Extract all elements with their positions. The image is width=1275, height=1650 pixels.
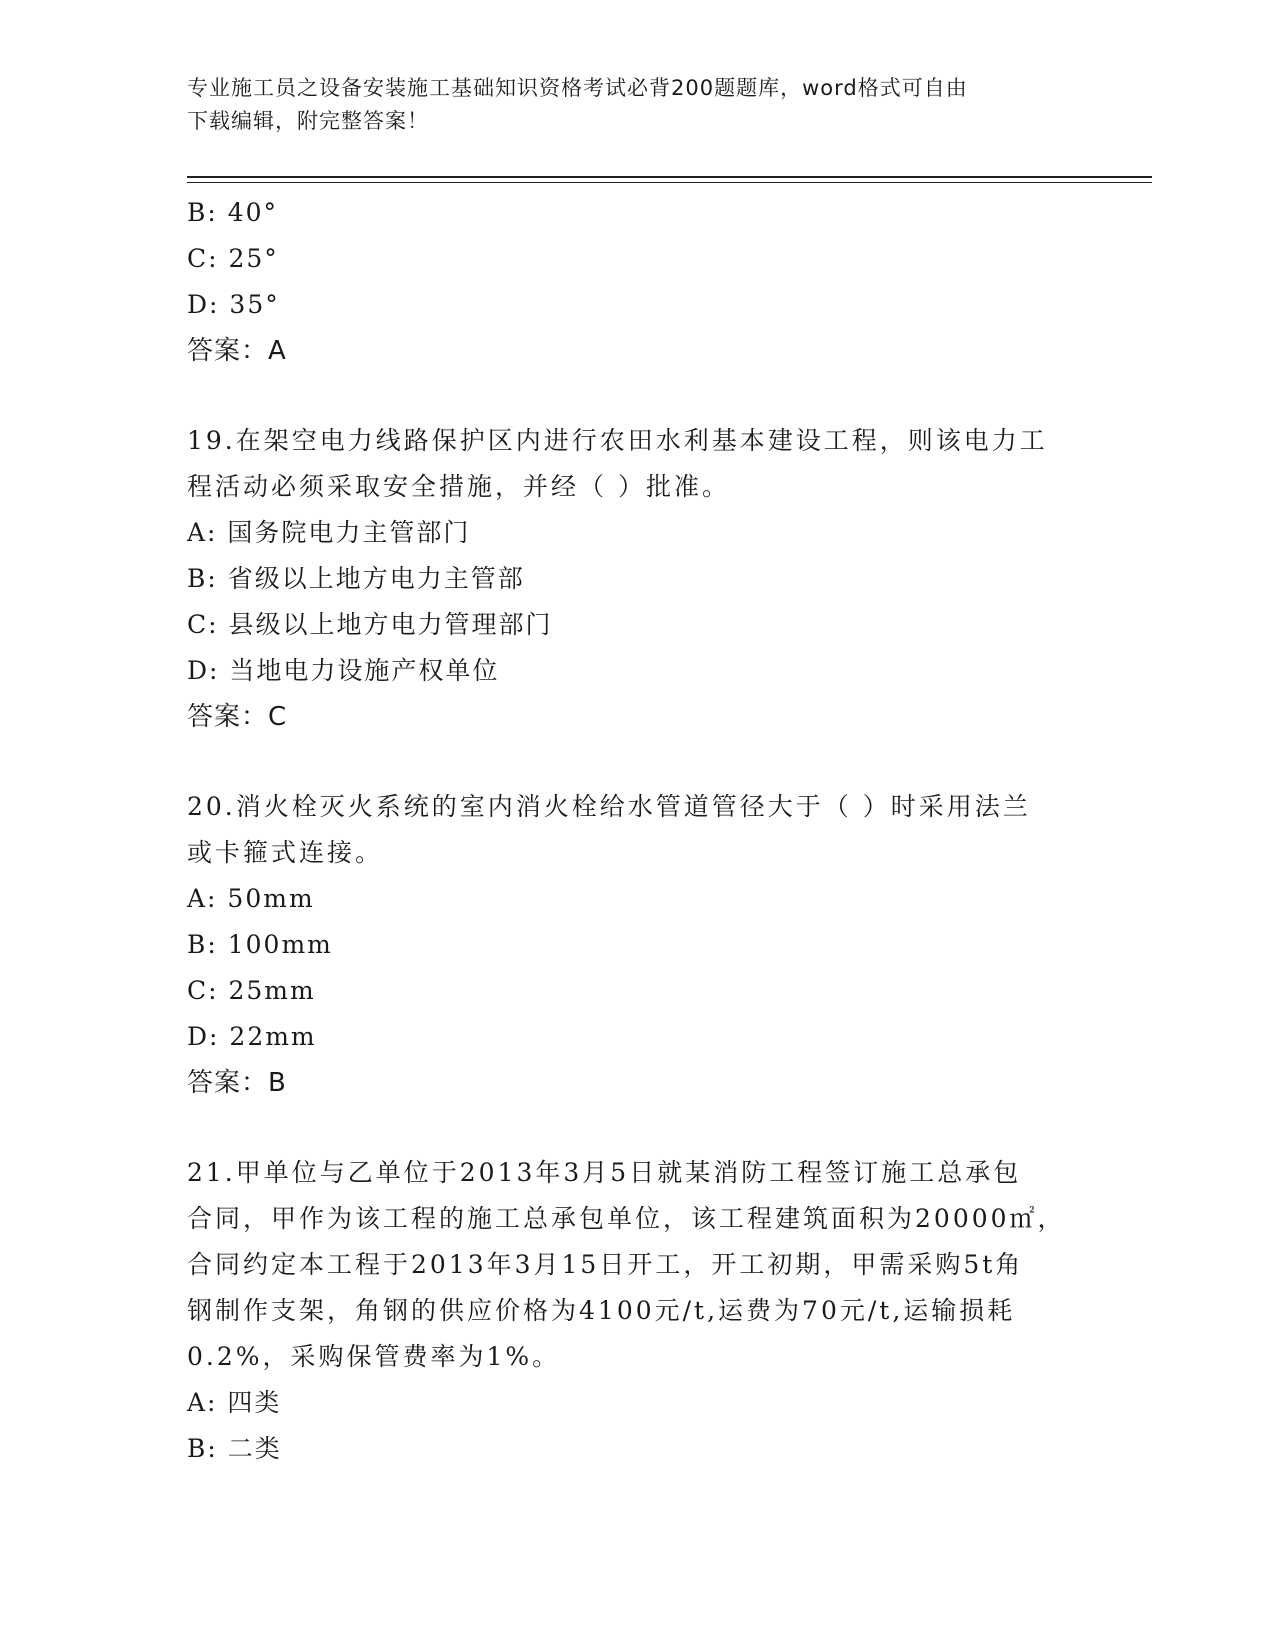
spacer — [187, 374, 1087, 418]
question-18 — [187, 190, 1087, 374]
header-divider-thick — [187, 176, 1152, 178]
answer-label: 答案：C — [187, 702, 288, 732]
question-stem-line: 20.消火栓灭火系统的室内消火栓给水管道管径大于（ ）时采用法兰 — [187, 792, 1031, 821]
option-a: A: 50mm — [187, 884, 315, 913]
header-divider-thin — [187, 182, 1152, 183]
question-stem-line: 合同，甲作为该工程的施工总承包单位，该工程建筑面积为20000㎡， — [187, 1204, 1066, 1233]
question-stem-line: 合同约定本工程于2013年3月15日开工，开工初期，甲需采购5t角 — [187, 1250, 1024, 1279]
document-header — [187, 72, 1087, 138]
question-stem-line: 钢制作支架，角钢的供应价格为4100元/t,运费为70元/t,运输损耗 — [187, 1296, 1016, 1325]
header-line-2: 下载编辑，附完整答案！ — [187, 109, 429, 133]
option-b: B: 二类 — [187, 1434, 282, 1463]
option-b: B: 40° — [187, 198, 279, 227]
question-content — [187, 190, 1087, 1472]
question-stem-line: 0.2%，采购保管费率为1%。 — [187, 1342, 561, 1371]
option-a: A: 国务院电力主管部门 — [187, 518, 471, 547]
option-c: C: 25° — [187, 244, 279, 273]
option-d: D: 22mm — [187, 1022, 317, 1051]
option-b: B: 100mm — [187, 930, 333, 959]
option-c: C: 县级以上地方电力管理部门 — [187, 610, 553, 639]
option-d: D: 当地电力设施产权单位 — [187, 656, 500, 685]
question-stem-line: 程活动必须采取安全措施，并经（ ）批准。 — [187, 472, 730, 501]
question-20 — [187, 784, 1087, 1106]
spacer — [187, 740, 1087, 784]
header-line-1: 专业施工员之设备安装施工基础知识资格考试必背200题题库，word格式可自由 — [187, 76, 968, 100]
question-stem-line: 21.甲单位与乙单位于2013年3月5日就某消防工程签订施工总承包 — [187, 1158, 1022, 1187]
answer-label: 答案：B — [187, 1068, 287, 1098]
answer-label: 答案：A — [187, 336, 287, 366]
option-a: A: 四类 — [187, 1388, 282, 1417]
question-21 — [187, 1150, 1087, 1472]
question-stem-line: 19.在架空电力线路保护区内进行农田水利基本建设工程，则该电力工 — [187, 426, 1048, 455]
question-19 — [187, 418, 1087, 740]
option-c: C: 25mm — [187, 976, 316, 1005]
option-b: B: 省级以上地方电力主管部 — [187, 564, 525, 593]
spacer — [187, 1106, 1087, 1150]
option-d: D: 35° — [187, 290, 280, 319]
question-stem-line: 或卡箍式连接。 — [187, 838, 384, 867]
